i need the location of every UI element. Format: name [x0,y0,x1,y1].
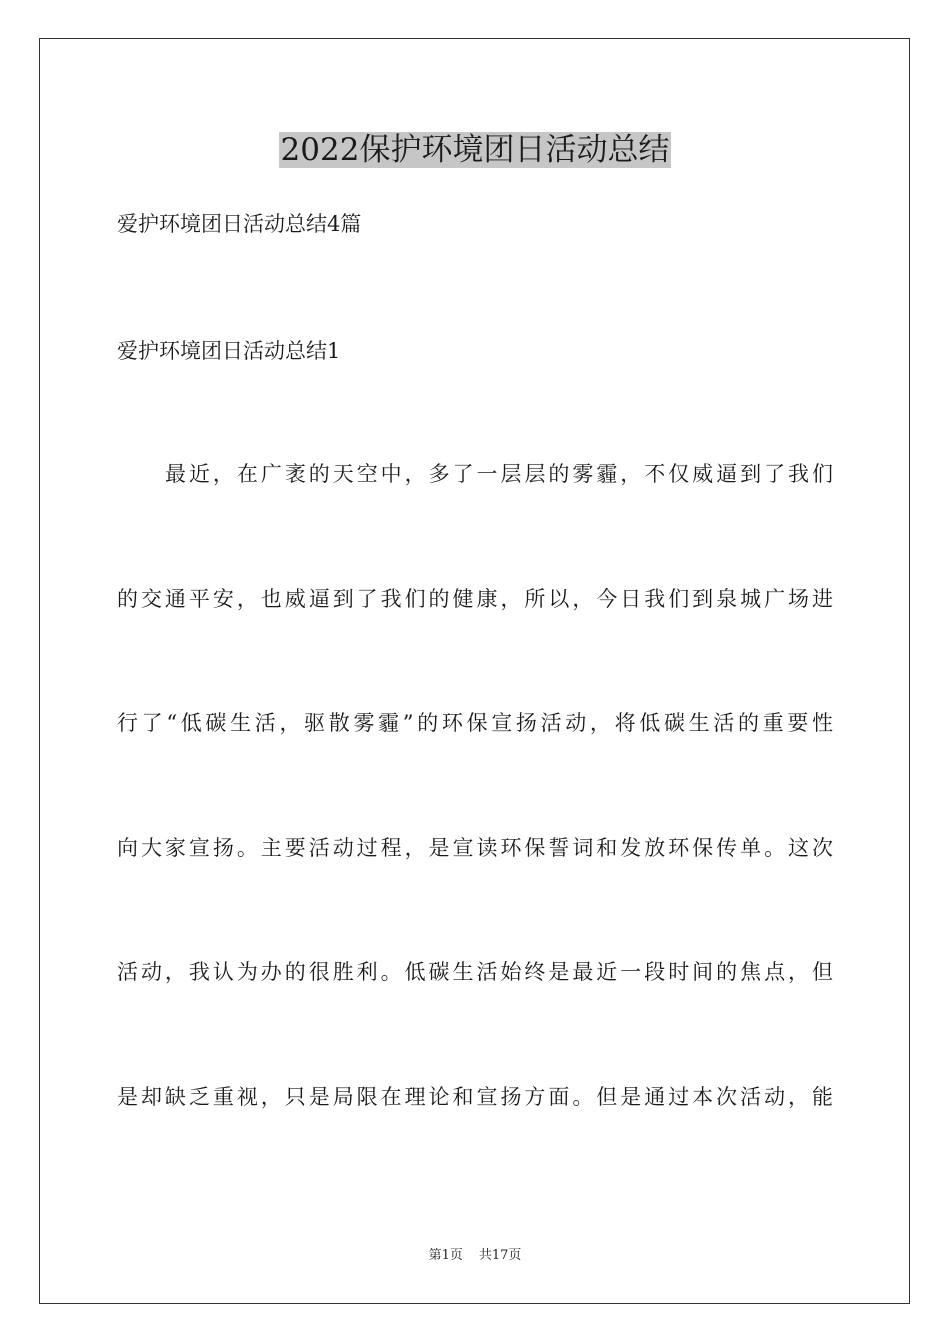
body-line: 的交通平安，也威逼到了我们的健康，所以，今日我们到泉城广场进 [117,587,833,611]
document-subtitle: 爱护环境团日活动总结4篇 [117,212,362,236]
body-line: 行了“低碳生活，驱散雾霾”的环保宣扬活动，将低碳生活的重要性 [117,711,833,735]
document-title-text: 2022保护环境团日活动总结 [280,132,670,168]
page-footer [0,1247,950,1265]
body-line: 最近，在广袤的天空中，多了一层层的雾霾，不仅威逼到了我们 [165,462,833,486]
body-line: 活动，我认为办的很胜利。低碳生活始终是最近一段时间的焦点，但 [117,960,833,984]
page-total: 共17页 [478,1248,522,1263]
page-number: 第1页 [428,1248,463,1263]
body-line: 是却缺乏重视，只是局限在理论和宣扬方面。但是通过本次活动，能 [117,1085,833,1109]
body-line: 向大家宣扬。主要活动过程，是宣读环保誓词和发放环保传单。这次 [117,836,833,860]
section-heading: 爱护环境团日活动总结1 [117,339,341,363]
document-title [0,128,950,172]
